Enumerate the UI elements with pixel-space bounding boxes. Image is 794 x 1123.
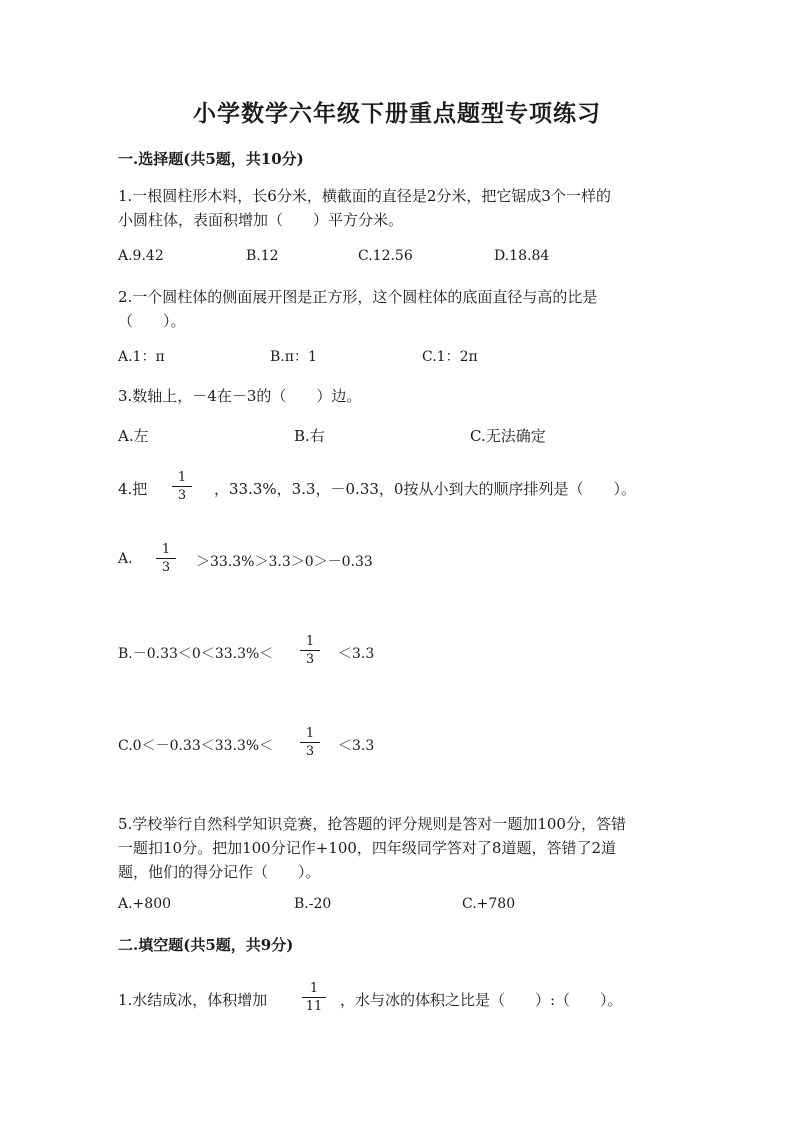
q1-option-a: A.9.42 <box>118 248 164 264</box>
question-2 <box>118 285 678 333</box>
q4-option-a-prefix: A. <box>118 551 133 567</box>
question-1 <box>118 184 678 232</box>
q4-option-b-prefix: B.－0.33＜0＜33.3%＜ <box>118 646 274 662</box>
fraction-denominator: 3 <box>177 488 187 503</box>
q2-option-a: A.1：π <box>118 349 165 365</box>
q3-option-c: C.无法确定 <box>470 427 546 445</box>
question-4-suffix: ，33.3%，3.3，－0.33，0按从小到大的顺序排列是（ ）。 <box>214 480 636 498</box>
fraction-numerator: 1 <box>300 726 320 743</box>
question-5-line-2: 一题扣10分。把加100分记作+100，四年级同学答对了8道题，答错了2道 <box>118 839 617 857</box>
fraction-denominator: 3 <box>305 652 315 667</box>
q2-option-b: B.π：1 <box>270 349 317 365</box>
question-2-line-1: 2.一个圆柱体的侧面展开图是正方形，这个圆柱体的底面直径与高的比是 <box>118 288 598 306</box>
q4-option-b-fraction <box>300 634 320 667</box>
q4-option-c-prefix: C.0＜－0.33＜33.3%＜ <box>118 738 274 754</box>
q1-option-d: D.18.84 <box>494 248 550 264</box>
question-2-line-2: （ ）。 <box>118 312 186 330</box>
q3-option-b: B.右 <box>294 427 325 445</box>
q5-option-a: A.+800 <box>118 896 172 912</box>
q4-option-c-fraction <box>300 726 320 759</box>
q5-option-c: C.+780 <box>462 896 516 912</box>
section-heading-fill-blank: 二.填空题(共5题，共9分) <box>118 936 294 954</box>
fraction-denominator: 3 <box>161 560 171 575</box>
page-title: 小学数学六年级下册重点题型专项练习 <box>193 100 601 127</box>
section-heading-choice: 一.选择题(共5题，共10分) <box>118 150 304 168</box>
q5-option-b: B.-20 <box>294 896 332 912</box>
question-3: 3.数轴上，－4在－3的（ ）边。 <box>118 387 362 405</box>
fraction-numerator: 1 <box>156 542 176 559</box>
q2-option-c: C.1：2π <box>422 349 478 365</box>
question-4-prefix: 4.把 <box>118 480 148 498</box>
q4-option-b-suffix: ＜3.3 <box>338 646 375 662</box>
q1-option-b: B.12 <box>246 248 279 264</box>
q4-option-c-suffix: ＜3.3 <box>338 738 375 754</box>
q4-option-a-fraction <box>156 542 176 575</box>
question-5-line-3: 题，他们的得分记作（ ）。 <box>118 863 321 881</box>
fraction-numerator: 1 <box>172 470 192 487</box>
question-5 <box>118 812 678 884</box>
fill-question-1-prefix: 1.水结成冰，体积增加 <box>118 991 268 1009</box>
fraction-denominator: 3 <box>305 744 315 759</box>
fraction-denominator: 11 <box>305 999 323 1014</box>
q3-option-a: A.左 <box>118 427 149 445</box>
question-1-line-2: 小圆柱体，表面积增加（ ）平方分米。 <box>118 211 404 229</box>
fill-question-1-suffix: ，水与冰的体积之比是（ ）:（ ）。 <box>340 991 623 1009</box>
question-1-line-1: 1.一根圆柱形木料，长6分米，横截面的直径是2分米，把它锯成3个一样的 <box>118 187 611 205</box>
q1-option-c: C.12.56 <box>358 248 413 264</box>
question-5-line-1: 5.学校举行自然科学知识竞赛，抢答题的评分规则是答对一题加100分，答错 <box>118 815 626 833</box>
q4-option-a-suffix: ＞33.3%＞3.3＞0＞－0.33 <box>196 554 373 570</box>
question-4-fraction <box>172 470 192 503</box>
fill-question-1-fraction <box>302 981 326 1014</box>
fraction-numerator: 1 <box>300 634 320 651</box>
fraction-numerator: 1 <box>302 981 326 998</box>
